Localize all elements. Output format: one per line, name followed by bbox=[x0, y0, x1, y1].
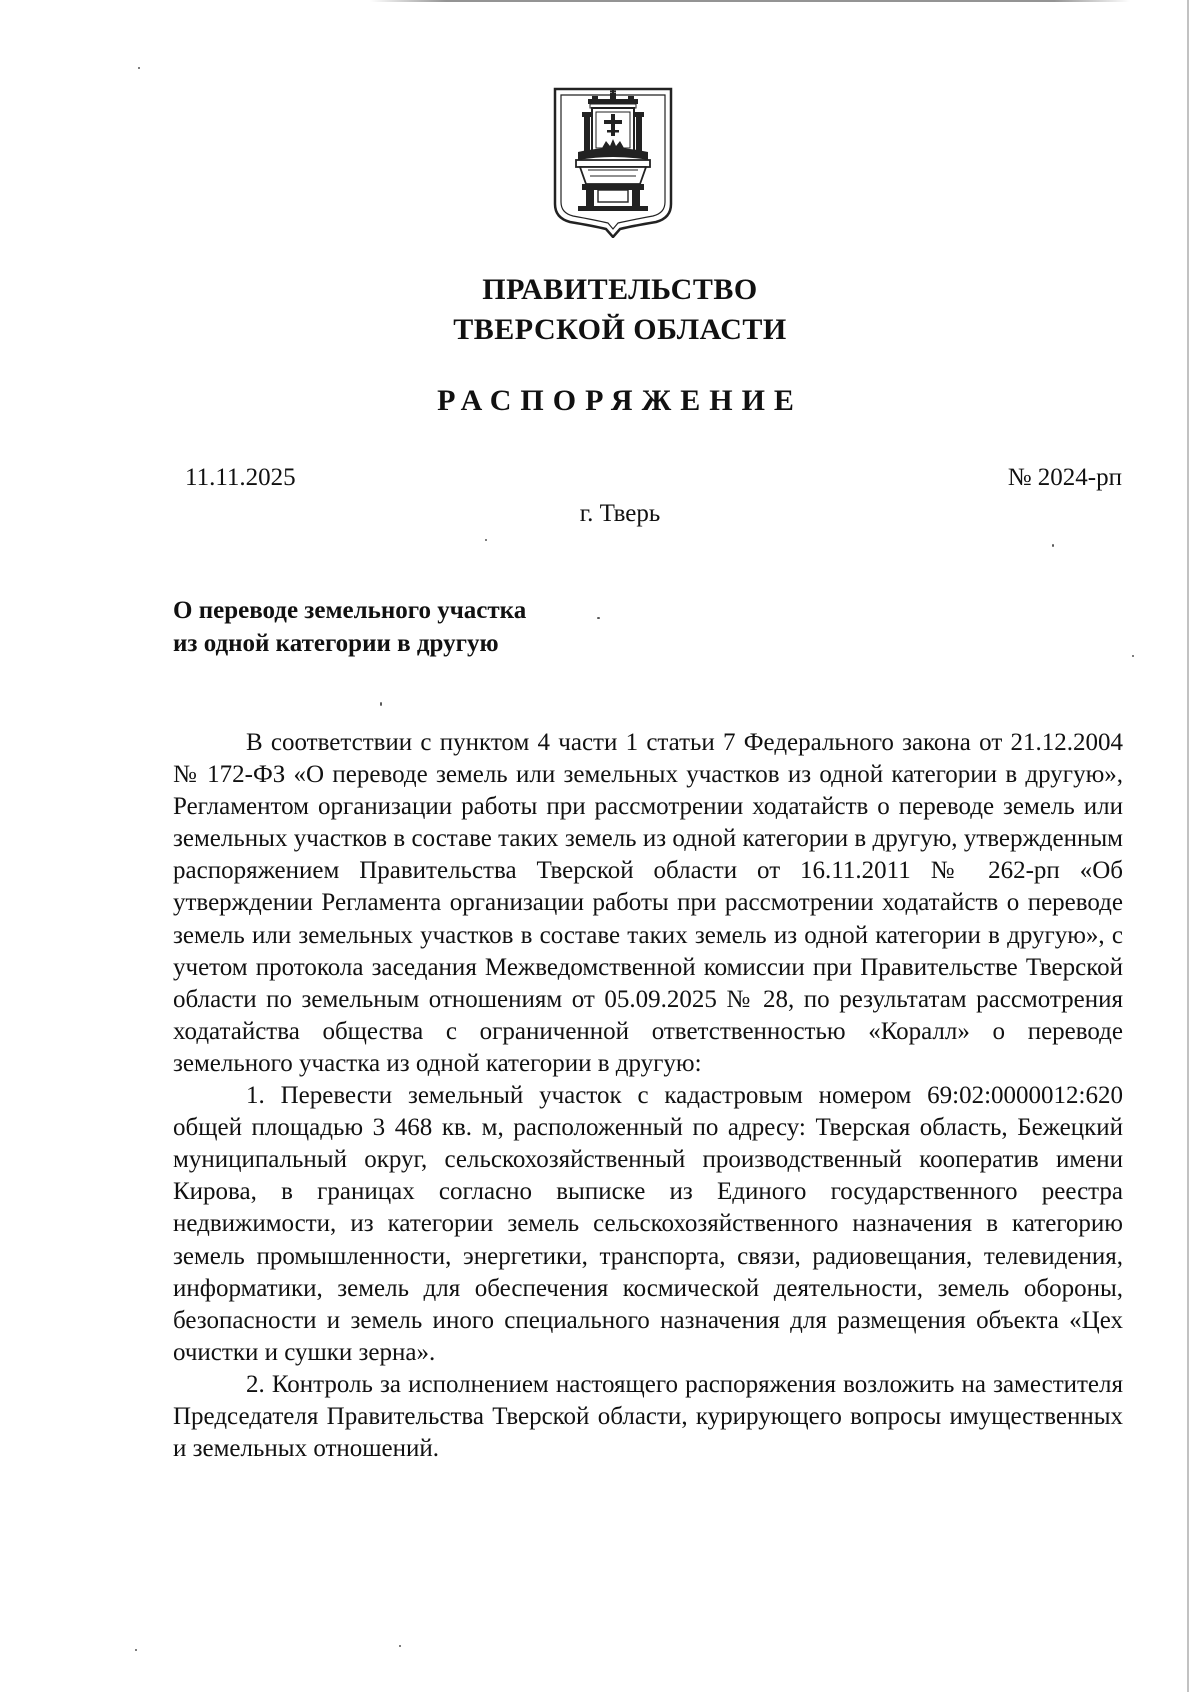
scan-speck bbox=[1132, 655, 1134, 657]
scan-speck bbox=[1052, 544, 1054, 547]
tver-coat-of-arms-icon bbox=[552, 86, 674, 238]
scan-edge-top bbox=[370, 0, 1130, 2]
document-date: 11.11.2025 bbox=[185, 464, 296, 491]
organization-title bbox=[0, 270, 1200, 350]
organization-title-line2: ТВЕРСКОЙ ОБЛАСТИ bbox=[453, 313, 787, 346]
scan-speck bbox=[485, 539, 487, 541]
scan-speck bbox=[138, 67, 140, 69]
document-type-heading: РАСПОРЯЖЕНИЕ bbox=[437, 384, 803, 417]
order-item-1: 1. Перевести земельный участок с кадастровым номером 69:02:0000012:620 общей площадью 3 468 кв. м, расположенный по адресу: Тверская область, Бежецкий муниципальный округ, сельскохозяйственный производственный кооператив имени Кирова, в границах согласно выписке из Единого государственного реестра недвижимости, из категории земель сельскохозяйственного назначения в категорию земель промышленности, энергетики, транспорта, связи, радиовещания, телевидения, информатики, земель для обеспечения космической деятельности, земель обороны, безопасности и земель иного специального назначения для размещения объекта «Цех очистки и сушки зерна». bbox=[173, 1082, 1123, 1366]
scan-speck bbox=[135, 1649, 137, 1651]
scan-edge-right bbox=[1187, 0, 1189, 1692]
subject-line1: О переводе земельного участка bbox=[173, 597, 527, 624]
preamble-paragraph: В соответствии с пунктом 4 части 1 статьи 7 Федерального закона от 21.12.2004 № 172-ФЗ «О переводе земель или земельных участков из одной категории в другую», Регламентом организации работы при рассмотрении ходатайств о переводе земель или земельных участков в составе таких земель из одной категории в другую, утвержденным распоряжением Правительства Тверской области от 16.11.2011 № 262-рп «Об утверждении Регламента организации работы при рассмотрении ходатайств о переводе земель или земельных участков в составе таких земель из одной категории в другую», с учетом протокола заседания Межведомственной комиссии при Правительстве Тверской области по земельным отношениям от 05.09.2025 № 28, по результатам рассмотрения ходатайства общества с ограниченной ответственностью «Коралл» о переводе земельного участка из одной категории в другую: bbox=[173, 729, 1123, 1077]
document-subject bbox=[173, 594, 673, 660]
subject-line2: из одной категории в другую bbox=[173, 630, 499, 657]
document-number: № 2024-рп bbox=[1007, 464, 1122, 491]
scan-speck bbox=[380, 702, 382, 706]
document-city: г. Тверь bbox=[579, 500, 661, 527]
organization-title-line1: ПРАВИТЕЛЬСТВО bbox=[482, 273, 758, 306]
scan-speck bbox=[399, 1645, 401, 1647]
order-item-2: 2. Контроль за исполнением настоящего распоряжения возложить на заместителя Председателя Правительства Тверской области, курирующего вопросы имущественных и земельных отношений. bbox=[173, 1370, 1123, 1463]
document-body bbox=[173, 727, 1123, 1465]
